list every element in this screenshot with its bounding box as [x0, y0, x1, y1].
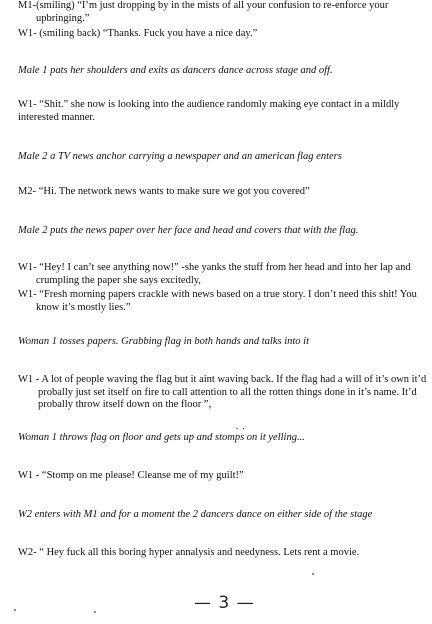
stage-direction-tosses-papers: Woman 1 tosses papers. Grabbing flag in both hands and talks into it	[18, 336, 310, 347]
stage-direction-w2-enters: W2 enters with M1 and for a moment the 2 dancers dance on either side of the stage	[18, 509, 373, 520]
stage-direction-newspaper-flag: Male 2 puts the news paper over her face and head and covers that with the flag.	[18, 225, 359, 236]
dialogue-w1-reply: W1- (smiling back) “Thanks. Fuck you have a nice day.”	[18, 28, 258, 39]
dialogue-w1-fresh-papers: W1- “Fresh morning papers crackle with news based on a true story. I don’t need this shit! You know it’s mostly lies.”	[18, 289, 417, 313]
speck-mark	[94, 611, 96, 613]
dialogue-w1-shit: W1- “Shit.” she now is looking into the audience randomly making eye contact in a mildly interested manner.	[18, 99, 400, 123]
stage-direction-male1-exits: Male 1 pats her shoulders and exits as dancers dance across stage and off.	[18, 65, 333, 76]
dialogue-w1-hey: W1- “Hey! I can’t see anything now!” -she yanks the stuff from her head and into her lap and crumpling the paper she says excitedly,	[18, 262, 411, 286]
stage-direction-male2-enters: Male 2 a TV news anchor carrying a newspaper and an american flag enters	[18, 151, 342, 162]
dialogue-w1-flag-speech: W1 - A lot of people waving the flag but it aint waving back. If the flag had a will of it’s own it’d probally just set itself on fire to call attention to all the rotten things done in it’s name. It’d probally throw itself down on the floor ”,	[18, 374, 427, 411]
stage-direction-stomps-flag: Woman 1 throws flag on floor and gets up and stomps on it yelling...	[18, 432, 305, 443]
handwritten-page-number: — 3 —	[194, 593, 255, 613]
speck-mark	[14, 609, 16, 611]
dialogue-w1-stomp: W1 - “Stomp on me please! Cleanse me of my guilt!”	[18, 470, 244, 481]
dialogue-w2-movie: W2- “ Hey fuck all this boring hyper annalysis and needyness. Lets rent a movie.	[18, 547, 360, 558]
dialogue-m2-network: M2- “Hi. The network news wants to make sure we got you covered”	[18, 186, 310, 197]
speck-mark	[312, 573, 314, 575]
dialogue-m1-opening: M1-(smiling) “I’m just dropping by in the mists of all your confusion to re-enforce your upbringing.”	[18, 0, 389, 24]
stray-marks: . .	[236, 421, 246, 431]
